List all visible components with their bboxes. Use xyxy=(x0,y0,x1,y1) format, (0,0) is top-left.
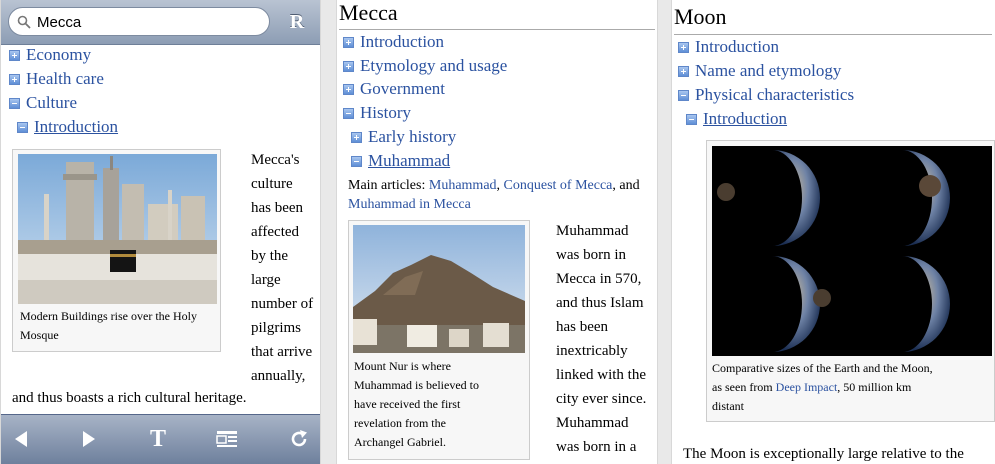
figure-earth-moon xyxy=(706,140,995,422)
middle-screen xyxy=(336,0,658,464)
earth-moon-image xyxy=(712,146,992,356)
link-muhammad-in-mecca[interactable]: Muhammad in Mecca xyxy=(348,197,471,212)
section-label: Etymology and usage xyxy=(360,56,508,75)
expand-icon xyxy=(678,66,689,77)
section-label: Introduction xyxy=(695,37,780,56)
article-body-column xyxy=(251,148,321,388)
body-line: culture xyxy=(251,176,293,192)
section-label: History xyxy=(360,103,411,122)
main-articles-note xyxy=(348,176,648,214)
section-introduction-expanded[interactable] xyxy=(686,107,787,131)
body-line: linked with the xyxy=(556,367,646,383)
section-introduction[interactable] xyxy=(343,30,444,54)
section-early-history[interactable] xyxy=(351,125,456,149)
caption-line: Muhammad is believed to xyxy=(354,378,479,392)
caption-line: revelation from the xyxy=(354,416,446,430)
section-label: Physical characteristics xyxy=(695,85,855,104)
left-screen xyxy=(0,0,321,464)
mount-nur-image xyxy=(353,225,525,353)
body-line: has been xyxy=(556,319,609,335)
search-icon xyxy=(17,15,31,29)
link-muhammad[interactable]: Muhammad xyxy=(428,178,497,193)
body-line: was born in a xyxy=(556,439,637,455)
collapse-icon xyxy=(9,98,20,109)
section-label: Introduction xyxy=(34,117,119,136)
body-line: was born in xyxy=(556,247,626,263)
caption-line: Archangel Gabriel. xyxy=(354,435,446,449)
text-size-button[interactable]: T xyxy=(149,425,166,452)
section-history[interactable] xyxy=(343,101,411,125)
body-line: has been xyxy=(251,200,304,216)
section-label: Introduction xyxy=(360,32,445,51)
section-label: Government xyxy=(360,79,445,98)
reload-icon xyxy=(289,429,309,449)
body-line: affected xyxy=(251,224,300,240)
expand-icon xyxy=(343,61,354,72)
expand-icon xyxy=(343,84,354,95)
expand-icon xyxy=(351,132,362,143)
forward-button[interactable] xyxy=(73,423,105,455)
caption-line xyxy=(712,378,994,397)
section-muhammad[interactable] xyxy=(351,149,450,173)
expand-icon xyxy=(678,42,689,53)
article-body-column xyxy=(556,219,656,459)
body-line: pilgrims xyxy=(251,320,302,336)
collapse-icon xyxy=(343,108,354,119)
body-line: and thus Islam xyxy=(556,295,644,311)
contents-button[interactable] xyxy=(211,423,243,455)
page-title: Moon xyxy=(674,4,727,29)
main-articles-prefix: Main articles: xyxy=(348,178,429,193)
section-label: Name and etymology xyxy=(695,61,842,80)
expand-icon xyxy=(9,50,20,61)
link-conquest-of-mecca[interactable]: Conquest of Mecca xyxy=(503,178,613,193)
random-article-button[interactable]: R xyxy=(289,11,305,33)
body-line: Mecca's xyxy=(251,152,300,168)
separator: , xyxy=(496,178,504,193)
collapse-icon xyxy=(686,114,697,125)
section-name-etymology[interactable] xyxy=(678,59,841,83)
back-arrow-icon xyxy=(12,429,30,449)
body-line: number of xyxy=(251,296,314,312)
section-label: Early history xyxy=(368,127,457,146)
body-line: annually, xyxy=(251,368,306,384)
expand-icon xyxy=(343,37,354,48)
caption-text: , 50 million km xyxy=(837,380,912,394)
collapse-icon xyxy=(678,90,689,101)
section-culture[interactable] xyxy=(9,91,77,115)
section-physical-characteristics[interactable] xyxy=(678,83,854,107)
figure-mount-nur xyxy=(348,220,530,460)
section-government[interactable] xyxy=(343,77,445,101)
body-line: large xyxy=(251,272,281,288)
body-tail: and thus boasts a rich cultural heritage. xyxy=(12,390,247,406)
body-line: Mecca in 570, xyxy=(556,271,642,287)
separator: , and xyxy=(612,178,640,193)
figure-caption xyxy=(354,357,529,452)
section-economy[interactable] xyxy=(9,43,91,67)
section-etymology[interactable] xyxy=(343,54,507,78)
caption-text: as seen from xyxy=(712,380,776,394)
collapse-icon xyxy=(351,156,362,167)
right-screen xyxy=(671,0,995,464)
section-introduction[interactable] xyxy=(17,115,118,139)
body-line: that arrive xyxy=(251,344,313,360)
figure-caption xyxy=(712,359,994,416)
search-bar xyxy=(1,0,320,45)
section-label: Introduction xyxy=(703,109,788,128)
article-body-start: The Moon is exceptionally large relative to the xyxy=(683,446,964,462)
back-button[interactable] xyxy=(5,423,37,455)
caption-line: Mount Nur is where xyxy=(354,359,451,373)
section-health-care[interactable] xyxy=(9,67,104,91)
body-line: inextricably xyxy=(556,343,628,359)
link-deep-impact[interactable]: Deep Impact xyxy=(775,380,838,394)
page-title: Mecca xyxy=(339,0,398,25)
body-line: city ever since. xyxy=(556,391,647,407)
holy-mosque-image xyxy=(18,154,217,304)
search-input[interactable] xyxy=(37,12,262,32)
expand-icon xyxy=(9,74,20,85)
bottom-toolbar xyxy=(1,414,320,464)
forward-arrow-icon xyxy=(80,429,98,449)
section-label: Health care xyxy=(26,69,104,88)
figure-caption: Modern Buildings rise over the Holy Mosque xyxy=(20,309,197,342)
search-box[interactable] xyxy=(8,7,270,36)
body-line: by the xyxy=(251,248,289,264)
contents-icon xyxy=(216,429,238,449)
caption-line: have received the first xyxy=(354,397,461,411)
section-introduction[interactable] xyxy=(678,35,779,59)
collapse-icon xyxy=(17,122,28,133)
body-line: Muhammad xyxy=(556,223,629,239)
caption-line: Comparative sizes of the Earth and the Moon, xyxy=(712,361,933,375)
body-line: Muhammad xyxy=(556,415,629,431)
section-label: Muhammad xyxy=(368,151,451,170)
reload-button[interactable] xyxy=(283,423,315,455)
figure-holy-mosque xyxy=(12,149,221,352)
caption-line: distant xyxy=(712,399,744,413)
section-label: Culture xyxy=(26,93,77,112)
section-label: Economy xyxy=(26,45,92,64)
